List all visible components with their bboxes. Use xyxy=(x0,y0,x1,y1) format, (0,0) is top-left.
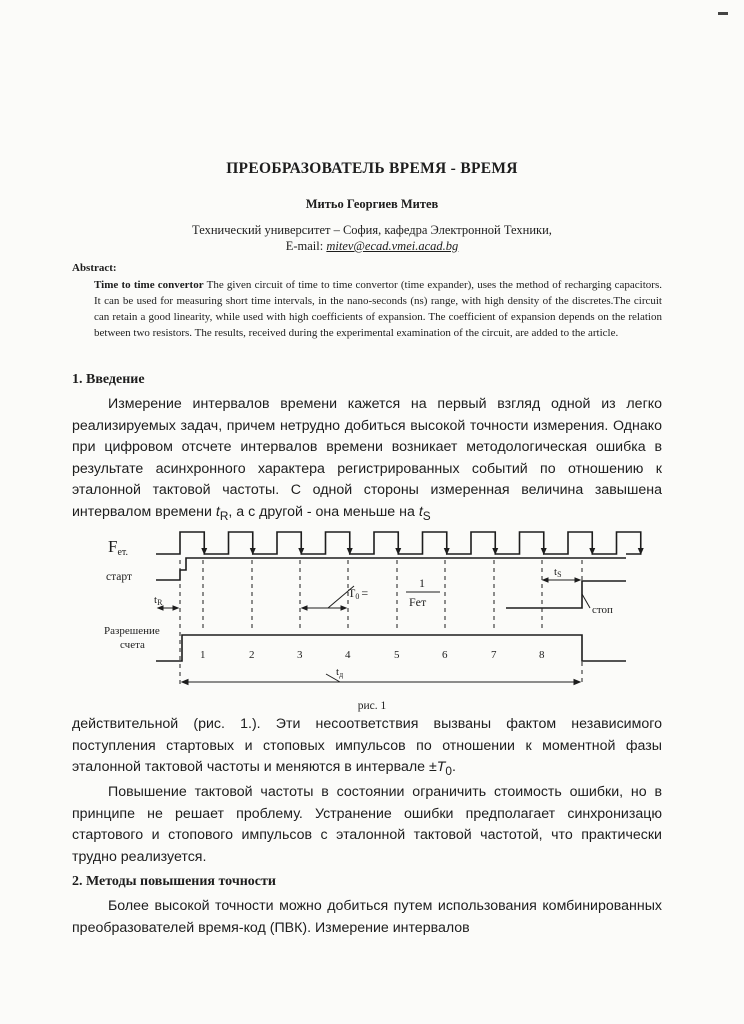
label-start: старт xyxy=(106,571,132,583)
email-link[interactable]: mitev@ecad.vmei.acad.bg xyxy=(326,239,459,253)
symbol-tS-sub: S xyxy=(422,508,431,523)
para-text-cont: действительной (рис. 1.). Эти несоответствия вызваны фактом независимого поступления стартовых и стоповых импульсов по отношении к моментной фазы эталонной тактовой частоты и меняются в интервале ± xyxy=(72,716,662,775)
para-end: . xyxy=(452,759,456,775)
email-prefix: E-mail: xyxy=(285,239,327,253)
affiliation-line: Технический университет – София, кафедра Электронной Техники, xyxy=(192,223,552,237)
count-label: 7 xyxy=(491,649,497,661)
para-text-mid: , а с другой - она меньше на xyxy=(228,503,415,520)
count-label: 3 xyxy=(297,649,303,661)
timing-diagram xyxy=(96,524,656,692)
label-t0: T0 = xyxy=(348,586,369,601)
label-ts: tS xyxy=(554,566,562,579)
author-name: Митьо Георгиев Митев xyxy=(305,197,439,211)
count-label: 6 xyxy=(442,649,448,661)
label-tr: tR xyxy=(154,594,163,607)
symbol-T0-sub: 0 xyxy=(445,763,453,778)
label-td: tд xyxy=(336,666,344,679)
label-frac-den: Fет xyxy=(409,595,427,609)
count-label: 1 xyxy=(200,649,206,661)
label-enable-1: Разрешение xyxy=(104,625,160,637)
count-label: 2 xyxy=(249,649,255,661)
symbol-tR: t xyxy=(215,503,220,520)
count-labels xyxy=(200,649,545,661)
figure-caption: рис. 1 xyxy=(357,700,387,712)
dashed-guides xyxy=(180,560,582,686)
abstract-label: Abstract: xyxy=(72,262,117,274)
label-enable-2: счета xyxy=(120,639,145,651)
count-label: 8 xyxy=(539,649,545,661)
symbol-tS: t xyxy=(418,503,423,520)
affiliation xyxy=(0,222,744,254)
section-1-paragraph-1 xyxy=(72,394,662,527)
label-stop: стоп xyxy=(592,604,613,616)
enable-waveform xyxy=(156,635,626,661)
paper-title: ПРЕОБРАЗОВАТЕЛЬ ВРЕМЯ - ВРЕМЯ xyxy=(226,160,518,177)
abstract-lead: Time to time convertor xyxy=(94,279,204,291)
section-1-paragraph-2: Повышение тактовой частоты в состоянии ограничить стоимость ошибки, но в принципе не решает проблему. Устранение ошибки предполагает синхронизацю стартового и стопового импульсов с эталонной тактовой частотой, что практически трудно реализуется. xyxy=(72,784,662,865)
label-fet: Fет. xyxy=(108,537,129,558)
section-2-heading: 2. Методы повышения точности xyxy=(72,874,276,889)
scan-mark xyxy=(718,12,728,15)
symbol-tR-sub: R xyxy=(219,508,229,523)
section-2-paragraph-1 xyxy=(72,896,662,939)
email-line xyxy=(0,238,744,254)
abstract-body: The given circuit of time to time convertor (time expander), uses the method of recharging capacitors. It can be used for measuring short time intervals, in the nano-seconds (ns) range, with high density of the discretes.The circuit can retain a good linearity, while used with high coefficients of expansion. The coefficient of expansion depends on the relation between two resistors. The results, received during the experimental examination of the circuit, are added to the article. xyxy=(94,279,662,339)
para-text: Измерение интервалов времени кажется на первый взгляд одной из легко реализируемых задач, причем нетрудно добиться высокой точности измерения. Однако при цифровом отсчете интервалов времени возникает методологическая ошибка в результате асинхронного характера регистрированных событий по отношению к эталонной тактовой частоты. С одной стороны измеренная величина завышена интервалом времени xyxy=(72,396,662,520)
para-text: Более высокой точности можно добиться путем использования комбинированных преобразователей время-код (ПВК). Измерение интервалов xyxy=(72,898,662,936)
abstract-text xyxy=(94,277,662,341)
section-1-heading: 1. Введение xyxy=(72,372,145,387)
count-label: 4 xyxy=(345,649,351,661)
symbol-T0: T xyxy=(436,759,446,775)
count-label: 5 xyxy=(394,649,400,661)
section-1-paragraph-1-continued xyxy=(72,714,662,868)
label-frac-num: 1 xyxy=(419,576,425,590)
